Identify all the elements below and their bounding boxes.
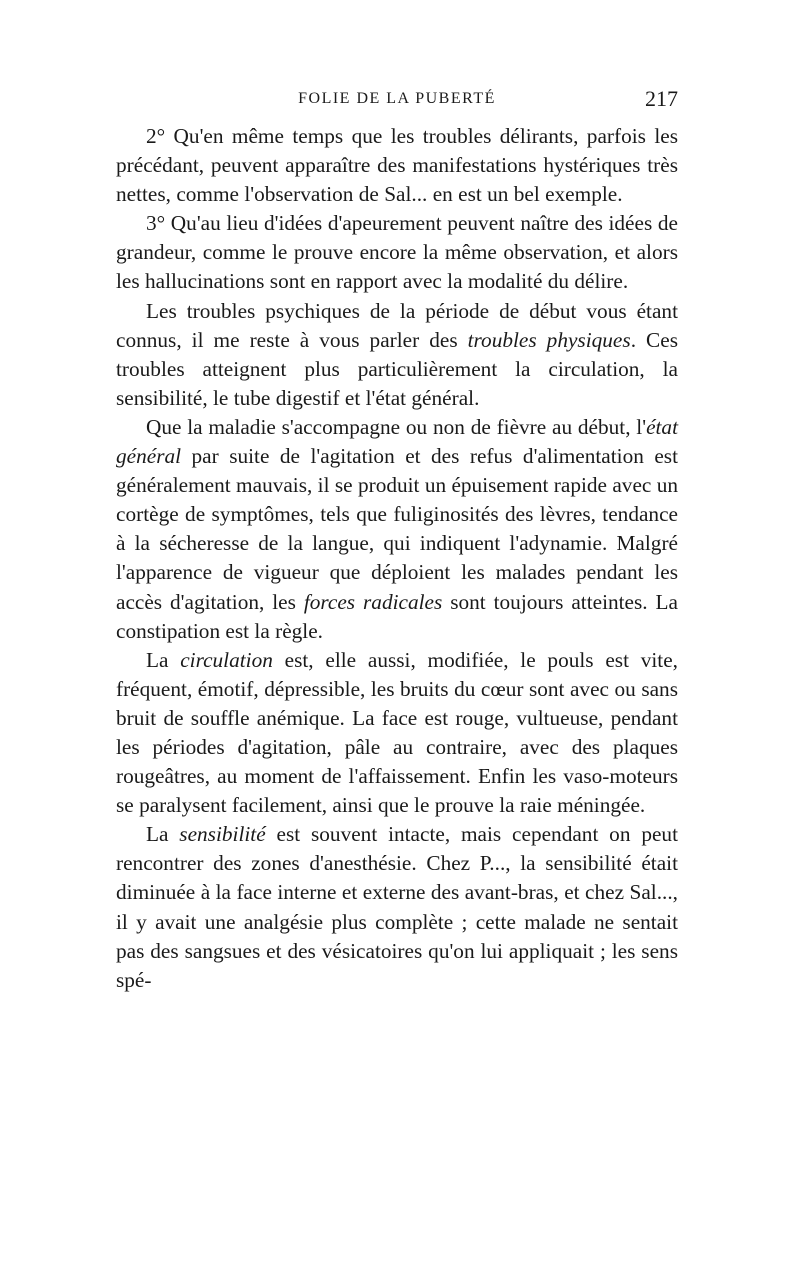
paragraph-4 [116,413,678,646]
italic-segment: circulation [180,647,273,672]
text-segment: La [146,647,181,672]
italic-segment: forces radicales [303,589,443,614]
paragraph-5 [116,646,678,821]
text-segment: sont toujours atteintes. La constipation est la règle. [116,589,679,643]
running-head [116,86,678,116]
text-segment: par suite de l'agitation et des refus d'alimentation est généralement mauvais, il se produit un épuisement rapide avec un cortège de symptômes, tels que fuliginosités des lèvres, tendance à la sécheresse de la langue, qui indiquent l'adynamie. Malgré l'apparence de vigueur que déploient les malades pendant les accès d'agitation, les [116,444,678,614]
text-segment: 2° Qu'en même temps que les troubles délirants, parfois les précédant, peuvent apparaître des manifestations hystériques très nettes, comme l'observation de Sal... en est un bel exemple. [116,124,678,207]
paragraph-1 [116,122,678,209]
italic-segment: état général [116,414,678,469]
text-segment: Les troubles psychiques de la période de début vous étant connus, il me reste à vous parler des [116,298,678,352]
text-segment: La [146,822,180,847]
paragraph-6 [116,820,678,995]
text-segment: . Ces troubles atteignent plus particulièrement la circulation, la sensibilité, le tube digestif et l'état général. [116,327,678,410]
italic-segment: sensibilité [179,822,266,847]
running-title: FOLIE DE LA PUBERTÉ [298,90,496,107]
text-segment: est souvent intacte, mais cependant on peut rencontrer des zones d'anesthésie. Chez P..., la sensibilité était diminuée à la face interne et externe des avant-bras, et chez Sal..., il y avait une analgésie plus complète ; cette malade ne sentait pas des sangsues et des vésicatoires qu'on lui appliquait ; les sens spé- [116,822,678,992]
italic-segment: troubles physiques [467,327,631,352]
page-number: 217 [645,86,678,111]
body-text [116,122,678,995]
text-segment: 3° Qu'au lieu d'idées d'apeurement peuvent naître des idées de grandeur, comme le prouve encore la même observation, et alors les hallucinations sont en rapport avec la modalité du délire. [116,211,678,294]
book-page [116,86,678,995]
text-segment: Que la maladie s'accompagne ou non de fièvre au début, l' [146,414,647,439]
paragraph-2 [116,209,678,296]
paragraph-3 [116,297,678,413]
text-segment: est, elle aussi, modifiée, le pouls est vite, fréquent, émotif, dépressible, les bruits du cœur sont avec ou sans bruit de souffle anémique. La face est rouge, vultueuse, pendant les périodes d'agitation, pâle au contraire, avec des plaques rougeâtres, au moment de l'affaissement. Enfin les vaso-moteurs se paralysent facilement, ainsi que le prouve la raie méningée. [116,647,678,818]
